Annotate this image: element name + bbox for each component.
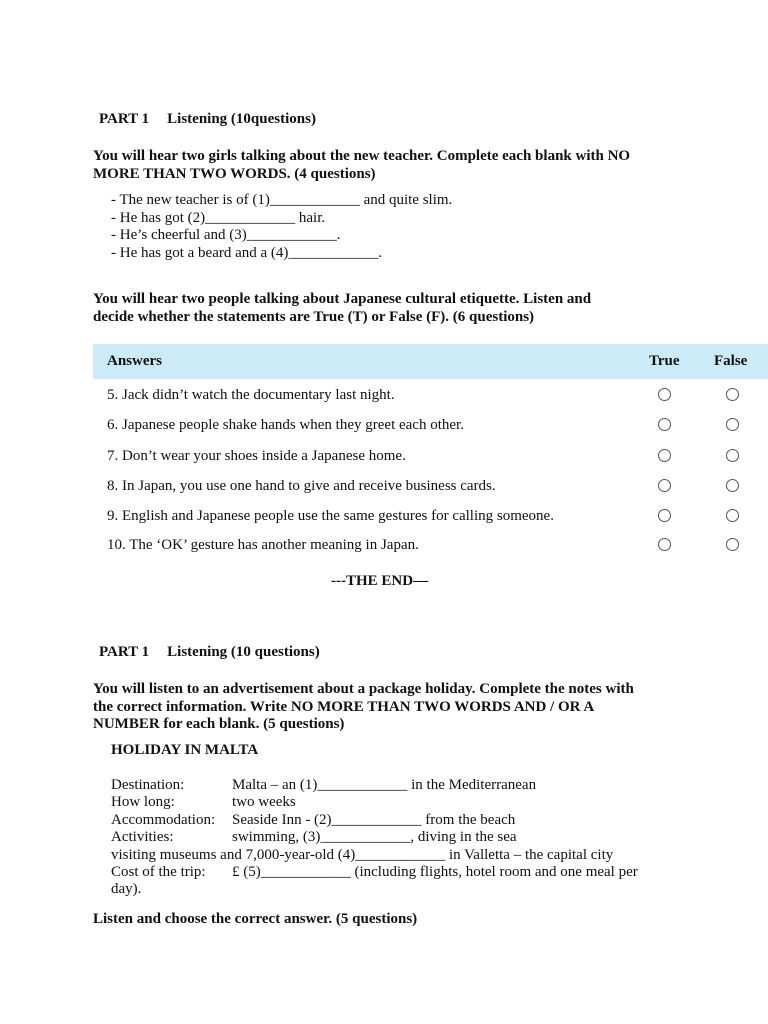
- notes-label: How long:: [111, 794, 175, 810]
- cost-value: £ (5)____________ (including flights, hotel room and one meal per: [232, 864, 638, 880]
- statement: 6. Japanese people shake hands when they greet each other.: [107, 417, 464, 433]
- table-row: [93, 472, 768, 502]
- notes-label: Activities:: [111, 829, 174, 845]
- true-radio[interactable]: [658, 418, 671, 431]
- list-item: - He’s cheerful and (3)____________.: [111, 227, 341, 243]
- false-radio[interactable]: [726, 418, 739, 431]
- list-item: - He has got (2)____________ hair.: [111, 209, 326, 226]
- instruction-line: the correct information. Write NO MORE THAN TWO WORDS AND / OR A: [93, 698, 595, 715]
- cost-value-continued: day).: [111, 881, 142, 897]
- instruction-true-false: [93, 291, 591, 326]
- true-radio[interactable]: [658, 538, 671, 551]
- notes-label: Accommodation:: [111, 812, 216, 828]
- instruction-line: NUMBER for each blank. (5 questions): [93, 716, 345, 732]
- list-item: - He has got a beard and a (4)____________.: [111, 244, 383, 261]
- true-radio[interactable]: [658, 479, 671, 492]
- header-false: False: [714, 353, 748, 369]
- instruction-line: decide whether the statements are True (T) or False (F). (6 questions): [93, 308, 535, 325]
- blank-items-list: [111, 192, 452, 262]
- false-radio[interactable]: [726, 479, 739, 492]
- instruction-fill-blanks: [93, 148, 630, 183]
- notes-value: two weeks: [232, 794, 296, 810]
- notes-label: Destination:: [111, 777, 185, 793]
- false-radio[interactable]: [726, 388, 739, 401]
- instruction-line: You will listen to an advertisement about a package holiday. Complete the notes with: [93, 681, 634, 697]
- statement: 9. English and Japanese people use the same gestures for calling someone.: [107, 508, 554, 524]
- table-row: [93, 381, 768, 411]
- false-radio[interactable]: [726, 509, 739, 522]
- list-item: - The new teacher is of (1)____________ and quite slim.: [111, 192, 453, 208]
- statement: 5. Jack didn’t watch the documentary last night.: [107, 387, 395, 403]
- header-answers: Answers: [107, 353, 162, 369]
- notes-value: swimming, (3)____________, diving in the sea: [232, 829, 517, 845]
- statement: 7. Don’t wear your shoes inside a Japanese home.: [107, 448, 406, 464]
- instruction-line: You will hear two girls talking about the new teacher. Complete each blank with NO: [93, 148, 631, 164]
- table-row: [93, 411, 768, 441]
- statement: 10. The ‘OK’ gesture has another meaning in Japan.: [107, 537, 419, 553]
- notes-value: Seaside Inn - (2)____________ from the beach: [232, 812, 516, 828]
- notes-value: Malta – an (1)____________ in the Mediterranean: [232, 777, 537, 793]
- false-radio[interactable]: [726, 449, 739, 462]
- the-end-text: ---THE END—: [331, 573, 429, 589]
- statement: 8. In Japan, you use one hand to give and receive business cards.: [107, 478, 496, 494]
- notes-extra-line: visiting museums and 7,000-year-old (4)____________ in Valletta – the capital city: [111, 847, 614, 863]
- true-radio[interactable]: [658, 509, 671, 522]
- true-radio[interactable]: [658, 449, 671, 462]
- header-true: True: [649, 353, 680, 369]
- holiday-heading: HOLIDAY IN MALTA: [111, 742, 259, 758]
- false-radio[interactable]: [726, 538, 739, 551]
- table-row: [93, 442, 768, 472]
- instruction-line: MORE THAN TWO WORDS. (4 questions): [93, 165, 376, 182]
- table-row: [93, 502, 768, 532]
- part1-heading: [99, 111, 316, 128]
- part-title: Listening (10questions): [167, 111, 316, 127]
- cost-label: Cost of the trip:: [111, 864, 206, 880]
- part-label: PART 1: [99, 111, 150, 127]
- part-title: Listening (10 questions): [167, 644, 320, 660]
- instruction-line: You will hear two people talking about Japanese cultural etiquette. Listen and: [93, 291, 592, 307]
- true-radio[interactable]: [658, 388, 671, 401]
- instruction-choose-answer: Listen and choose the correct answer. (5 questions): [93, 911, 418, 927]
- part1-heading-2: [99, 644, 320, 661]
- part-label: PART 1: [99, 644, 150, 660]
- instruction-holiday: [93, 681, 634, 734]
- table-row: [93, 531, 768, 561]
- answers-table-header: [93, 344, 768, 379]
